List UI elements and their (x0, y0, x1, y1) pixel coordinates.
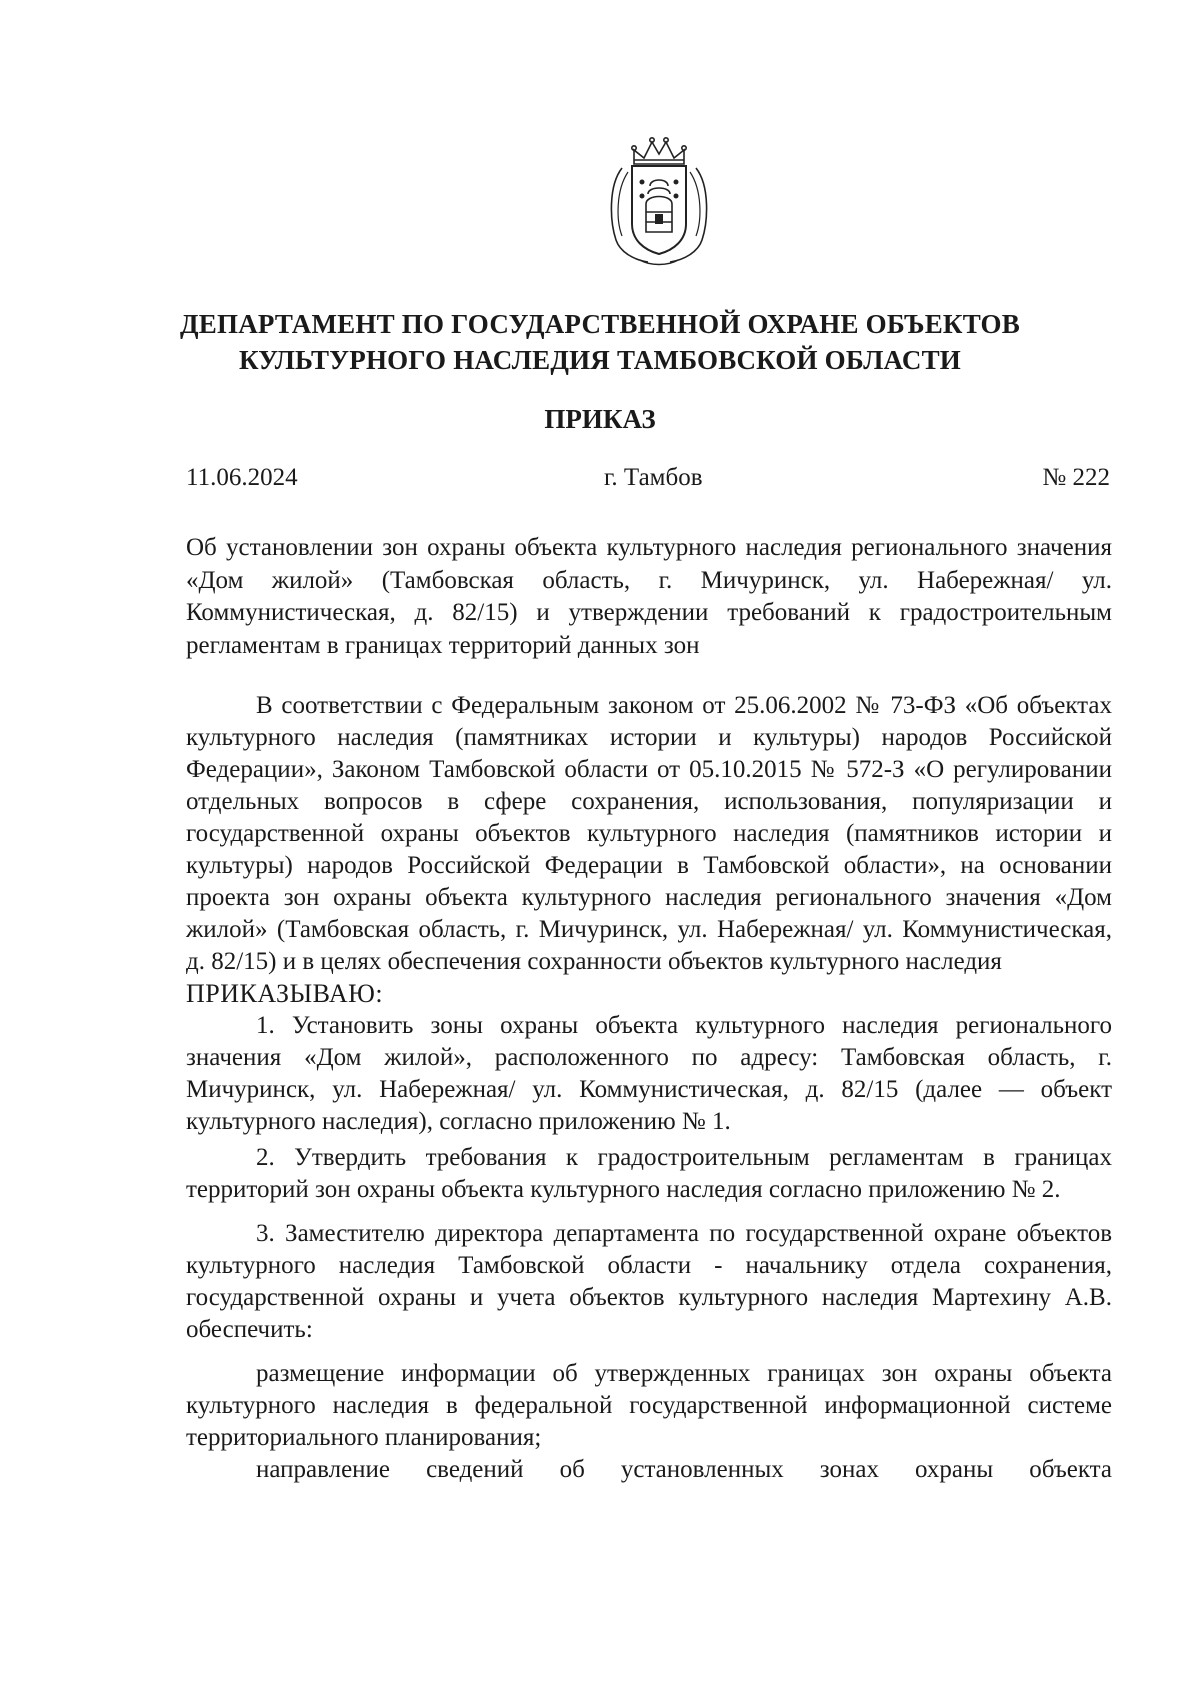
order-subject: Об установлении зон охраны объекта культурного наследия регионального значения «Дом жилой» (Тамбовская область, г. Мичуринск, ул. Набережная/ ул. Коммунистическая, д. 82/15) и утверждении требований к градостроительным регламентам в границах территорий данных зон (186, 534, 1112, 659)
tambov-coat-of-arms-emblem (604, 136, 714, 268)
order-item-3-subitem-2: направление сведений об установленных зонах охраны объекта (256, 1456, 1112, 1483)
document-type-heading: ПРИКАЗ (544, 404, 656, 434)
order-item-3-subitem-1: размещение информации об утвержденных границах зон охраны объекта культурного наследия в федеральной государственной информационной системе территориального планирования; (186, 1360, 1112, 1451)
order-city: г. Тамбов (604, 464, 703, 491)
order-item-2: 2. Утвердить требования к градостроительным регламентам в границах территорий зон охраны объекта культурного наследия согласно приложению № 2. (186, 1144, 1112, 1203)
department-title-line1: ДЕПАРТАМЕНТ ПО ГОСУДАРСТВЕННОЙ ОХРАНЕ ОБЪЕКТОВ (180, 309, 1020, 339)
department-title-line2: КУЛЬТУРНОГО НАСЛЕДИЯ ТАМБОВСКОЙ ОБЛАСТИ (239, 345, 961, 375)
preamble-paragraph: В соответствии с Федеральным законом от 25.06.2002 № 73-ФЗ «Об объектах культурного наследия (памятниках истории и культуры) народов Российской Федерации», Законом Тамбовской области от 05.10.2015 № 572-З «О регулировании отдельных вопросов в сфере сохранения, использования, популяризации и государственной охраны объектов культурного наследия (памятников истории и культуры) народов Российской Федерации в Тамбовской области», на основании проекта зон охраны объекта культурного наследия регионального значения «Дом жилой» (Тамбовская область, г. Мичуринск, ул. Набережная/ ул. Коммунистическая, д. 82/15) и в целях обеспечения сохранности объектов культурного наследия (186, 692, 1112, 975)
order-date: 11.06.2024 (186, 464, 298, 491)
order-body (186, 690, 1112, 1486)
order-item-1: 1. Установить зоны охраны объекта культурного наследия регионального значения «Дом жилой», расположенного по адресу: Тамбовская область, г. Мичуринск, ул. Набережная/ ул. Коммунистическая, д. 82/15 (далее — объект культурного наследия), согласно приложению № 1. (186, 1012, 1112, 1135)
order-item-3: 3. Заместителю директора департамента по государственной охране объектов культурного наследия Тамбовской области - начальнику отдела сохранения, государственной охраны и учета объектов культурного наследия Мартехину А.В. обеспечить: (186, 1220, 1112, 1343)
order-number: № 222 (1042, 464, 1110, 491)
department-title (160, 306, 1040, 378)
order-directive: ПРИКАЗЫВАЮ: (186, 979, 384, 1008)
